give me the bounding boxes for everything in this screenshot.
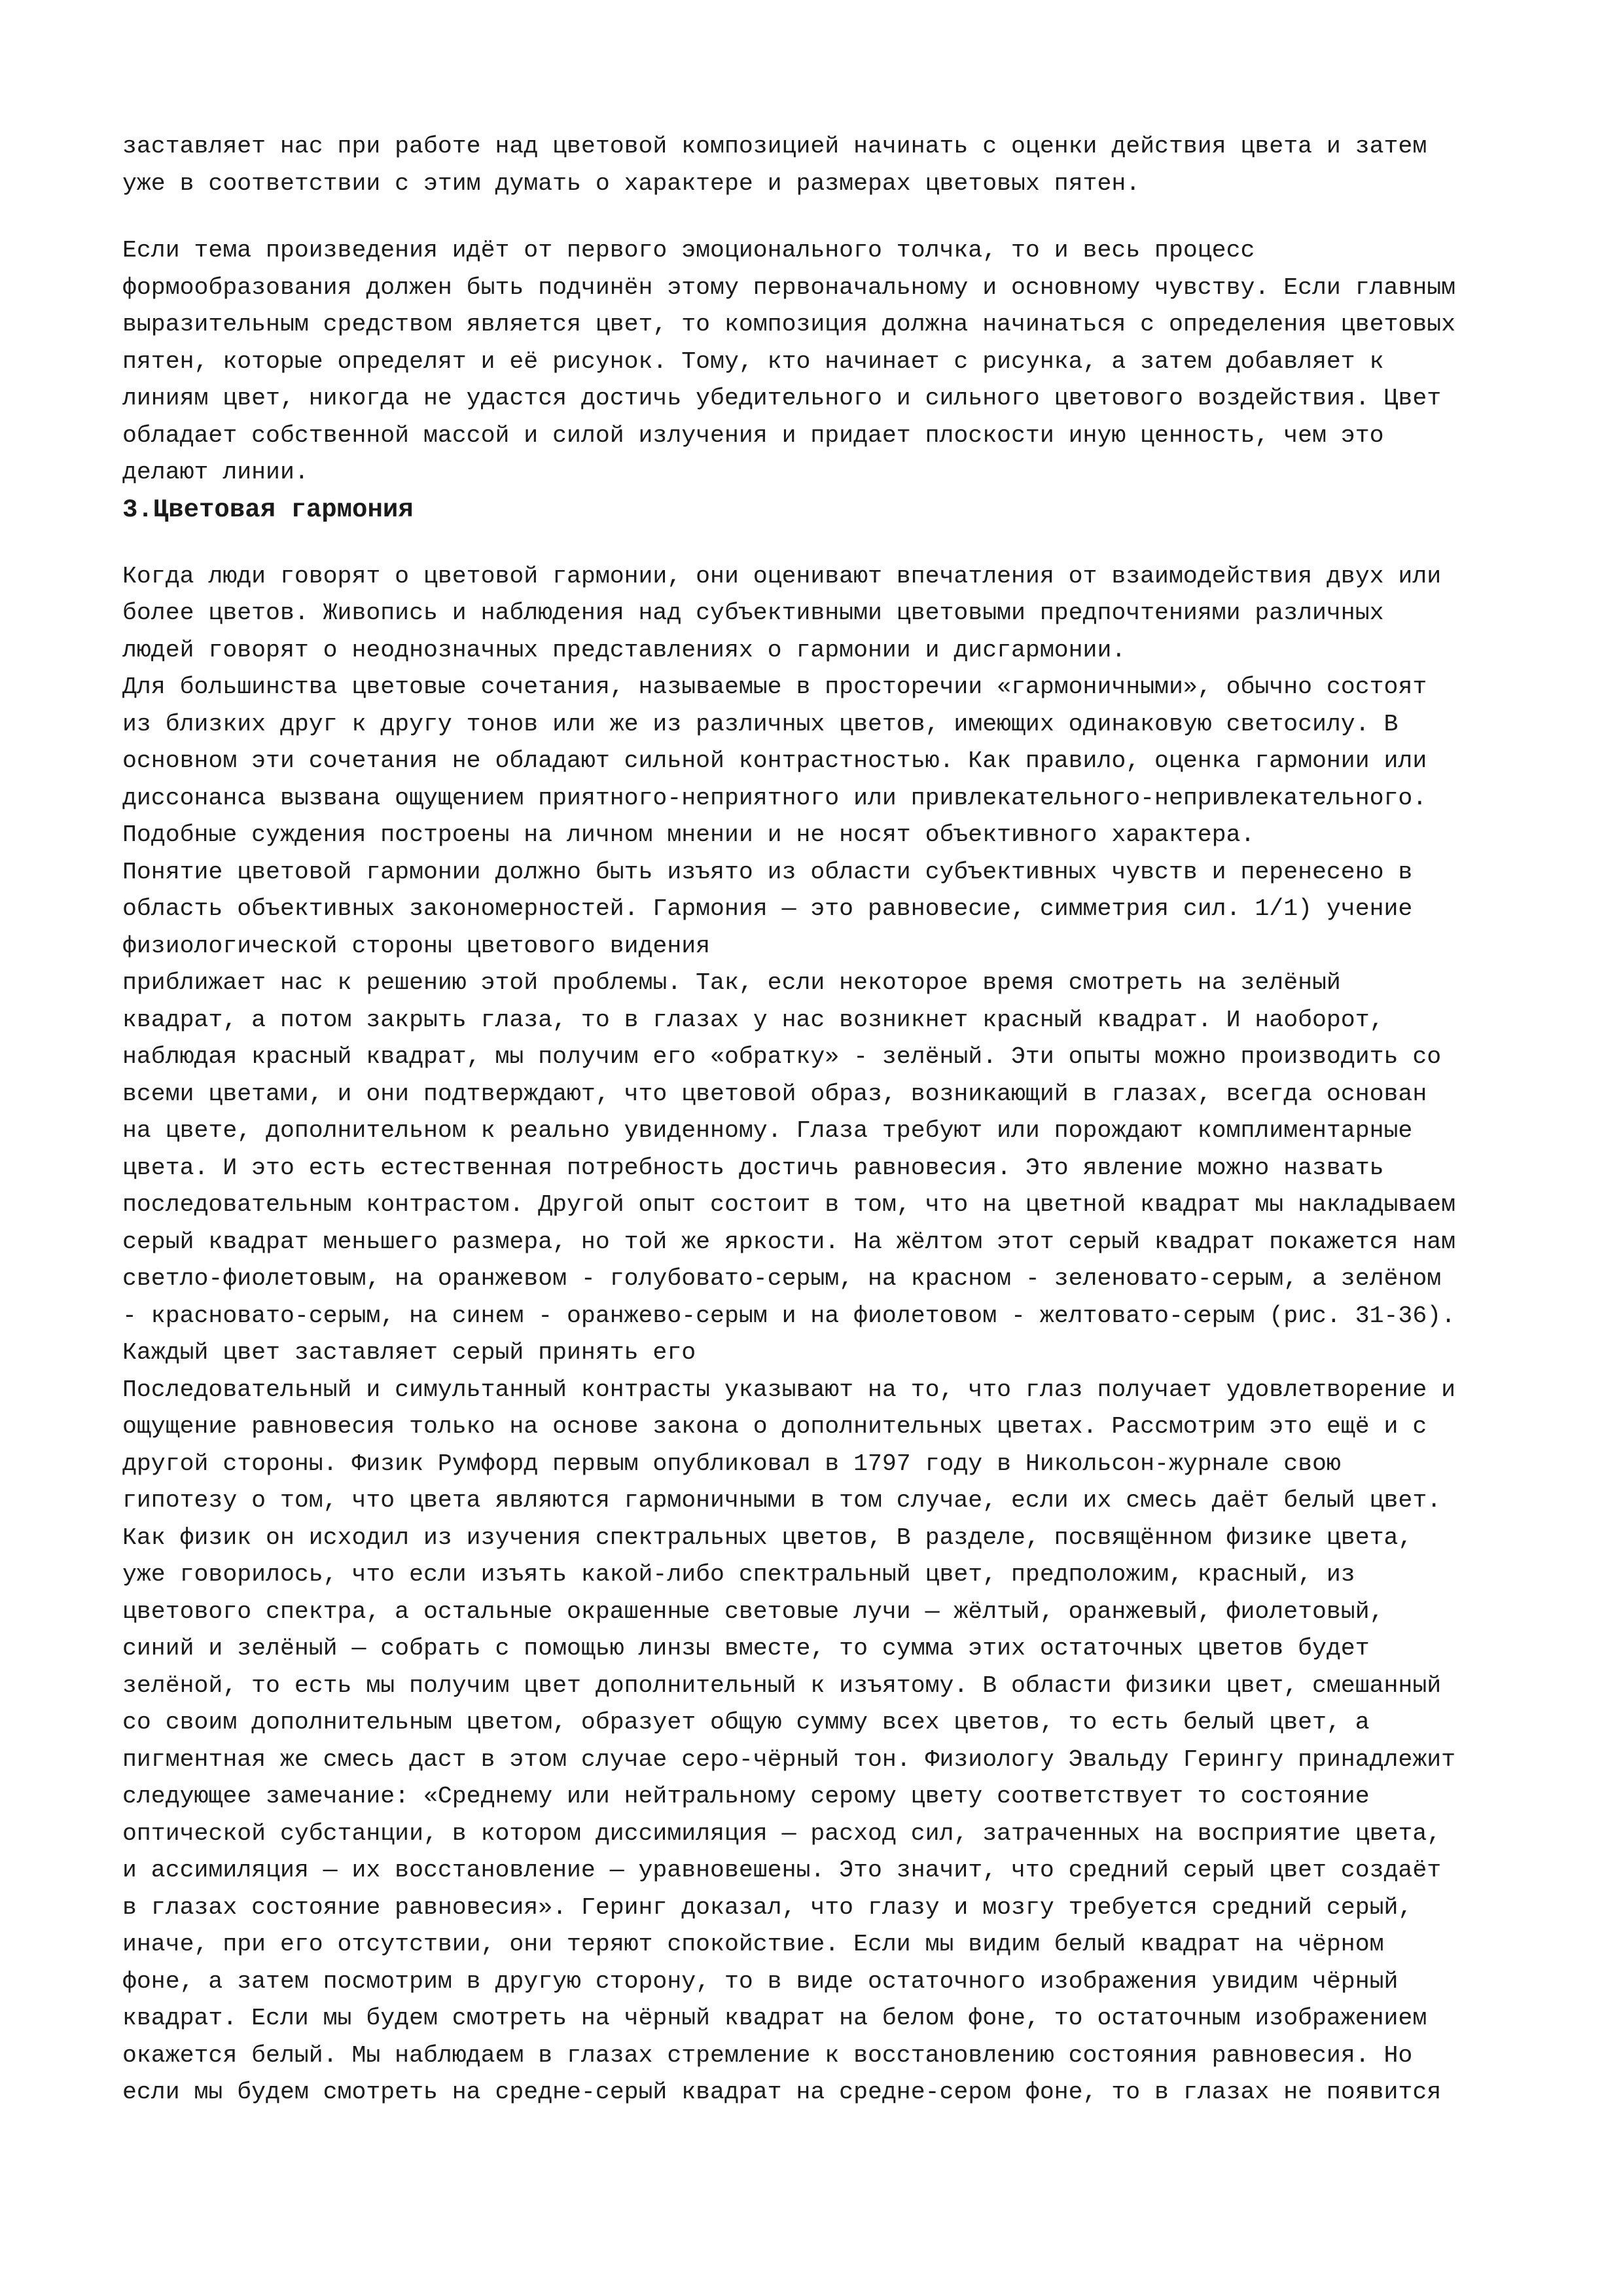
text-line: уже в соответствии с этим думать о характере и размерах цветовых пятен. xyxy=(122,170,1141,197)
text-line: делают линии. xyxy=(122,459,309,486)
text-line: квадрат, а потом закрыть глаза, то в глазах у нас возникнет красный квадрат. И наоборот, xyxy=(122,1006,1384,1033)
text-line: со своим дополнительным цветом, образует общую сумму всех цветов, то есть белый цвет, а xyxy=(122,1709,1370,1736)
text-line: пигментная же смесь даст в этом случае серо-чёрный тон. Физиологу Эвальду Герингу принадлежит xyxy=(122,1746,1456,1773)
text-line: диссонанса вызвана ощущением приятного-неприятного или привлекательного-непривлекательного. xyxy=(122,784,1427,812)
text-line: Понятие цветовой гармонии должно быть изъято из области субъективных чувств и перенесено в xyxy=(122,858,1413,886)
text-line: обладает собственной массой и силой излучения и придает плоскости иную ценность, чем это xyxy=(122,422,1384,449)
text-line: фоне, а затем посмотрим в другую сторону, то в виде остаточного изображения увидим чёрный xyxy=(122,1967,1399,1995)
text-line: Если тема произведения идёт от первого эмоционального толчка, то и весь процесс xyxy=(122,237,1255,264)
text-line: и ассимиляция — их восстановление — уравновешены. Это значит, что средний серый цвет создаёт xyxy=(122,1857,1442,1884)
text-line: серый квадрат меньшего размера, но той же яркости. На жёлтом этот серый квадрат покажется нам xyxy=(122,1228,1456,1255)
paragraph-color-harmony xyxy=(122,558,1516,2111)
text-line: Каждый цвет заставляет серый принять его xyxy=(122,1339,696,1366)
text-line: выразительным средством является цвет, то композиция должна начинаться с определения цветовых xyxy=(122,311,1456,338)
text-line: на цвете, дополнительном к реально увиденному. Глаза требуют или порождают комплиментарные xyxy=(122,1117,1413,1144)
text-line: основном эти сочетания не обладают сильной контрастностью. Как правило, оценка гармонии или xyxy=(122,747,1427,774)
text-line: пятен, которые определят и её рисунок. Тому, кто начинает с рисунка, а затем добавляет к xyxy=(122,348,1384,375)
text-line: следующее замечание: «Среднему или нейтральному серому цвету соответствует то состояние xyxy=(122,1783,1370,1810)
text-line: более цветов. Живопись и наблюдения над субъективными цветовыми предпочтениями различных xyxy=(122,600,1384,626)
text-line: уже говорилось, что если изъять какой-либо спектральный цвет, предположим, красный, из xyxy=(122,1561,1355,1588)
paragraph-emotional-impulse xyxy=(122,232,1516,492)
text-line: людей говорят о неоднозначных представлениях о гармонии и дисгармонии. xyxy=(122,636,1126,664)
section-heading: 3.Цветовая гармония xyxy=(122,495,414,524)
text-line: гипотезу о том, что цвета являются гармоничными в том случае, если их смесь даёт белый цвет. xyxy=(122,1487,1442,1514)
text-line: заставляет нас при работе над цветовой композицией начинать с оценки действия цвета и затем xyxy=(122,133,1427,160)
text-line: приближает нас к решению этой проблемы. Так, если некоторое время смотреть на зелёный xyxy=(122,969,1341,996)
text-line: окажется белый. Мы наблюдаем в глазах стремление к восстановлению состояния равновесия. Но xyxy=(122,2041,1413,2069)
text-line: - красновато-серым, на синем - оранжево-серым и на фиолетовом - желтовато-серым (рис. 31-36). xyxy=(122,1302,1456,1329)
text-line: формообразования должен быть подчинён этому первоначальному и основному чувству. Если главным xyxy=(122,274,1456,301)
text-line: другой стороны. Физик Румфорд первым опубликовал в 1797 году в Никольсон-журнале свою xyxy=(122,1450,1341,1477)
text-line: физиологической стороны цветового видения xyxy=(122,932,711,960)
text-line: зелёной, то есть мы получим цвет дополнительный к изъятому. В области физики цвет, смешанный xyxy=(122,1672,1442,1699)
text-line: цвета. И это есть естественная потребность достичь равновесия. Это явление можно назвать xyxy=(122,1154,1384,1181)
text-line: оптической субстанции, в котором диссимиляция — расход сил, затраченных на восприятие цвета, xyxy=(122,1820,1442,1847)
text-line: всеми цветами, и они подтверждают, что цветовой образ, возникающий в глазах, всегда основан xyxy=(122,1080,1427,1107)
paragraph-spacer xyxy=(122,202,1516,232)
paragraph-color-composition xyxy=(122,128,1516,202)
text-line: в глазах состояние равновесия». Геринг доказал, что глазу и мозгу требуется средний серый, xyxy=(122,1893,1413,1921)
text-line: Для большинства цветовые сочетания, называемые в просторечии «гармоничными», обычно состоят xyxy=(122,673,1427,700)
text-line: иначе, при его отсутствии, они теряют спокойствие. Если мы видим белый квадрат на чёрном xyxy=(122,1931,1384,1958)
heading-spacer xyxy=(122,528,1516,558)
text-line: линиям цвет, никогда не удастся достичь убедительного и сильного цветового воздействия. Цвет xyxy=(122,385,1442,412)
text-line: наблюдая красный квадрат, мы получим его «обратку» - зелёный. Эти опыты можно производить со xyxy=(122,1043,1442,1070)
text-line: цветового спектра, а остальные окрашенные световые лучи — жёлтый, оранжевый, фиолетовый, xyxy=(122,1598,1384,1625)
text-line: последовательным контрастом. Другой опыт состоит в том, что на цветной квадрат мы накладываем xyxy=(122,1191,1456,1218)
text-line: Подобные суждения построены на личном мнении и не носят объективного характера. xyxy=(122,821,1255,848)
text-line: Когда люди говорят о цветовой гармонии, они оценивают впечатления от взаимодействия двух или xyxy=(122,562,1442,590)
text-line: синий и зелёный — собрать с помощью линзы вместе, то сумма этих остаточных цветов будет xyxy=(122,1635,1370,1662)
document-page xyxy=(122,128,1516,2111)
text-line: из близких друг к другу тонов или же из различных цветов, имеющих одинаковую светосилу. В xyxy=(122,710,1399,738)
text-line: Последовательный и симультанный контрасты указывают на то, что глаз получает удовлетворение и xyxy=(122,1376,1456,1403)
text-line: квадрат. Если мы будем смотреть на чёрный квадрат на белом фоне, то остаточным изображением xyxy=(122,2005,1427,2032)
text-line: Как физик он исходил из изучения спектральных цветов, В разделе, посвящённом физике цвета, xyxy=(122,1524,1413,1551)
text-line: ощущение равновесия только на основе закона о дополнительных цветах. Рассмотрим это ещё и с xyxy=(122,1413,1427,1440)
text-line: область объективных закономерностей. Гармония — это равновесие, симметрия сил. 1/1) учение xyxy=(122,895,1413,922)
text-line: светло-фиолетовым, на оранжевом - голубовато-серым, на красном - зеленовато-серым, а зелёном xyxy=(122,1265,1442,1292)
text-line: если мы будем смотреть на средне-серый квадрат на средне-сером фоне, то в глазах не появится xyxy=(122,2079,1442,2106)
